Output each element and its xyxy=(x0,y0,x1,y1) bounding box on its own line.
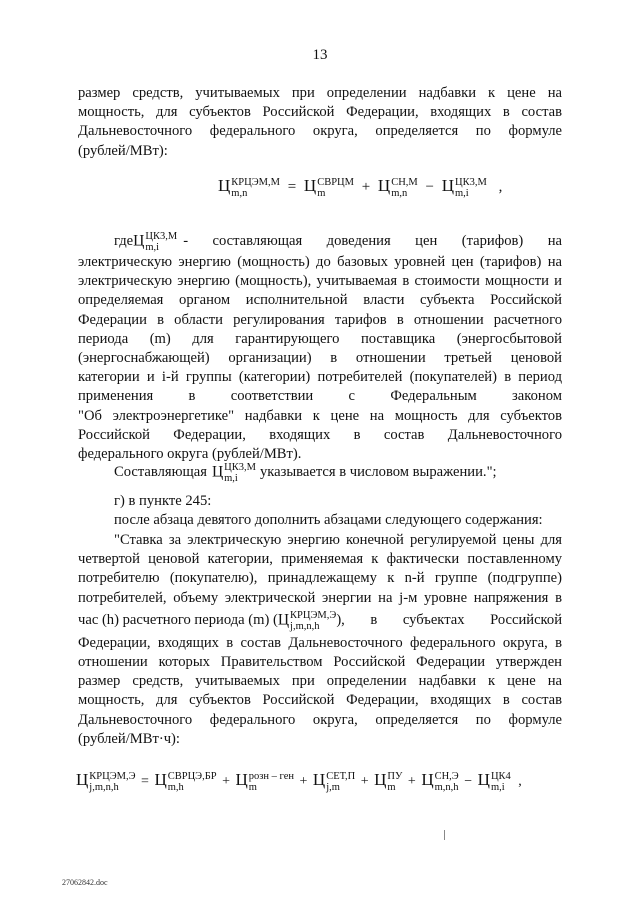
text-line: (энергоснабжающей) организации) в отношении третьей ценовой xyxy=(78,350,562,367)
formula-superscript: СЕТ,П xyxy=(326,770,356,782)
text-line: Дальневосточного федерального округа, определяется по формуле xyxy=(78,123,562,140)
text-line: электрическую энергию (мощность) до базовых уровней цен (тарифов) на xyxy=(78,254,562,270)
text-line: "Об электроэнергетике" надбавки к цене на мощность для субъектов xyxy=(78,407,562,424)
formula-subscript: m,i xyxy=(490,781,505,793)
formula-symbol: Ц xyxy=(218,176,231,195)
formula-superscript: КРЦЭМ,М xyxy=(231,176,280,188)
formula-symbol: Ц xyxy=(377,176,391,195)
text-line: Федерации в области регулирования тарифов в отношении расчетного xyxy=(78,311,562,328)
formula-symbol: Ц xyxy=(235,770,248,789)
text-line: размер средств, учитываемых при определении надбавки к цене на xyxy=(78,85,562,101)
formula-symbol: Ц xyxy=(441,176,455,195)
plus-sign: + xyxy=(360,774,369,789)
formula-subscript: m,i xyxy=(145,242,160,253)
paragraph-intro xyxy=(78,84,562,161)
text-line: "Ставка за электрическую энергию конечной регулируемой цены для xyxy=(114,532,562,548)
component-tail: указывается в числовом выражении."; xyxy=(259,464,497,481)
formula-superscript: ЦК4 xyxy=(490,770,511,782)
text-line: (рублей/МВт·ч): xyxy=(78,730,180,747)
formula-symbol: Ц xyxy=(76,770,89,789)
formula-symbol: Ц xyxy=(374,770,387,789)
formula-superscript: СН,Э xyxy=(434,770,459,782)
text-line: федерального округа (рублей/МВт). xyxy=(78,446,302,463)
formula-superscript: КРЦЭМ,Э xyxy=(290,609,337,621)
formula-superscript: КРЦЭМ,Э xyxy=(89,770,136,782)
formula-subscript: m,n,h xyxy=(434,781,459,793)
formula-superscript: СВРЦМ xyxy=(317,176,354,188)
text-line: Федерации, входящих в состав Дальневосточного федерального округа, в xyxy=(78,634,562,651)
paragraph-component xyxy=(78,462,562,486)
formula-symbol: Ц xyxy=(312,770,326,789)
formula-comma: , xyxy=(498,179,503,195)
text-line: отношении которых Правительством Российской Федерации утвержден xyxy=(78,654,562,671)
formula-superscript: ПУ xyxy=(387,770,403,782)
formula-comma: , xyxy=(518,774,522,789)
rate-text-before: час (h) расчетного периода (m) ( xyxy=(78,612,278,629)
formula-superscript: ЦК3,М xyxy=(145,231,178,242)
formula-superscript: СН,М xyxy=(391,176,418,188)
text-line: потребителей, объему электрической энергии на j-м уровне напряжения в xyxy=(78,589,562,606)
formula-superscript: СВРЦЭ,БР xyxy=(167,770,217,782)
item-g: г) в пункте 245: xyxy=(114,493,212,509)
rate-symbol-line xyxy=(78,608,562,634)
text-line: применения в соответствии с Федеральным законом xyxy=(78,388,562,405)
formula-subscript: m,n xyxy=(391,187,408,199)
formula-subscript: m,i xyxy=(455,187,469,199)
formula-subscript: m,n xyxy=(231,187,248,199)
after-para: после абзаца девятого дополнить абзацами следующего содержания: xyxy=(114,512,543,529)
text-line: определяемая органом исполнительной власти субъекта Российской xyxy=(78,292,562,309)
page-number: 13 xyxy=(312,47,328,63)
formula-subscript: m xyxy=(248,781,257,793)
formula-symbol: Ц xyxy=(421,770,434,789)
margin-mark xyxy=(444,830,445,840)
formula-subscript: m,i xyxy=(224,473,238,484)
formula-subscript: m,h xyxy=(167,781,184,793)
formula-capacity xyxy=(218,176,502,199)
minus-sign: − xyxy=(425,179,434,195)
definition-text: - составляющая доведения цен (тарифов) на xyxy=(183,233,562,250)
text-line: четвертой ценовой категории, применяемая к фактически поставленному xyxy=(78,551,562,568)
text-line: электрическую энергию (мощность), учитываемая в стоимости мощности и xyxy=(78,273,562,290)
text-line: размер средств, учитываемых при определении надбавки к цене на xyxy=(78,673,562,690)
paragraph-definition xyxy=(78,231,562,464)
text-line: категории и i-й группы (категории) потребителей (покупателей) в период xyxy=(78,369,562,386)
definition-first-line xyxy=(78,231,562,253)
text-line: Российской Федерации, входящих в состав Дальневосточного xyxy=(78,426,562,443)
plus-sign: + xyxy=(299,774,308,789)
formula-subscript: j,m,n,h xyxy=(89,781,119,793)
formula-subscript: j,m xyxy=(326,781,340,793)
text-line: мощность, для субъектов Российской Федерации, входящих в состав xyxy=(78,104,562,121)
formula-symbol: Ц xyxy=(211,463,224,481)
footer-filename: 27062842.doc xyxy=(62,878,108,887)
plus-sign: + xyxy=(222,774,230,789)
formula-symbol: Ц xyxy=(477,770,490,789)
equals-sign: = xyxy=(287,179,297,195)
formula-symbol: Ц xyxy=(133,232,145,250)
component-lead: Составляющая xyxy=(114,464,207,481)
formula-superscript: ЦК3,М xyxy=(455,176,487,188)
formula-subscript: j,m,n,h xyxy=(290,620,320,632)
formula-superscript: ЦК3,М xyxy=(224,462,256,473)
component-line xyxy=(78,462,562,484)
rate-text-after: ), в субъектах Российской xyxy=(336,612,562,629)
text-line: (рублей/МВт): xyxy=(78,142,168,159)
formula-subscript: m xyxy=(317,187,326,199)
text-line: Дальневосточного федерального округа, определяется по формуле xyxy=(78,711,562,728)
where-word: где xyxy=(114,233,134,250)
paragraph-item-g xyxy=(78,492,562,530)
formula-symbol: Ц xyxy=(154,770,167,789)
text-line: периода (m) для гарантирующего поставщика (энергосбытовой xyxy=(78,330,562,347)
formula-symbol: Ц xyxy=(277,611,290,629)
formula-energy xyxy=(76,770,522,793)
text-line: потребителю (покупателю), принадлежащему к n-й группе (подгруппе) xyxy=(78,570,562,587)
text-line: мощность, для субъектов Российской Федерации, входящих в состав xyxy=(78,692,562,709)
equals-sign: = xyxy=(141,774,149,789)
formula-symbol: Ц xyxy=(303,176,317,195)
formula-subscript: m xyxy=(387,781,396,793)
formula-superscript: розн – ген xyxy=(248,770,294,782)
plus-sign: + xyxy=(407,774,416,789)
plus-sign: + xyxy=(361,179,371,195)
paragraph-rate xyxy=(78,531,562,749)
minus-sign: − xyxy=(464,774,473,789)
